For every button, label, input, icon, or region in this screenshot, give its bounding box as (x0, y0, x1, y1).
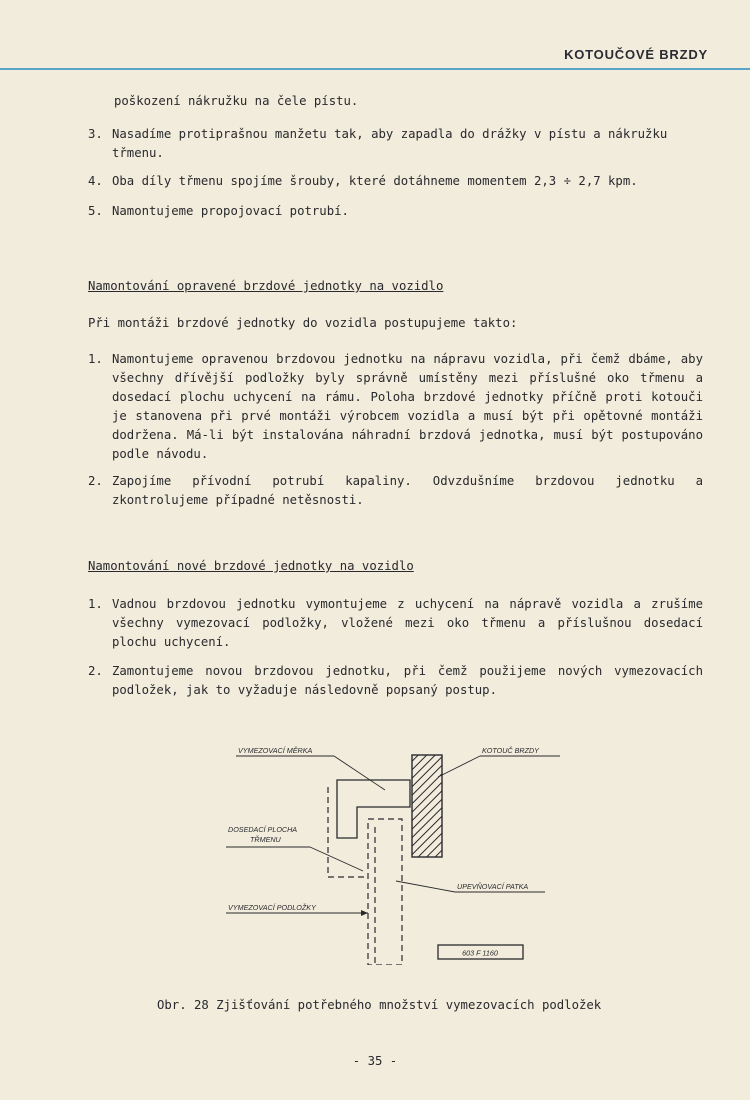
brake-disc (412, 755, 442, 857)
list-text: Namontujeme propojovací potrubí. (112, 204, 349, 218)
list-number: 1. (88, 597, 103, 611)
list-number: 2. (88, 664, 103, 678)
page-number: - 35 - (352, 1054, 398, 1068)
list-item (88, 125, 703, 163)
label-disc: KOTOUČ BRZDY (482, 746, 539, 755)
label-gauge: VYMEZOVACÍ MĚRKA (238, 746, 313, 755)
label-foot: UPEVŇOVACÍ PATKA (457, 882, 529, 891)
list-item (88, 350, 703, 464)
list-text: Nasadíme protiprašnou manžetu tak, aby zapadla do drážky v pístu a nákružku třmenu. (112, 127, 668, 160)
foot-leader (396, 881, 455, 892)
page-header-title: KOTOUČOVÉ BRZDY (564, 47, 708, 62)
list-number: 4. (88, 174, 103, 188)
disc-leader (438, 756, 480, 777)
list-text: Zapojíme přívodní potrubí kapaliny. Odvzdušníme brzdovou jednotku a zkontrolujeme případné netěsnosti. (112, 474, 703, 507)
figure-caption: Obr. 28 Zjišťování potřebného množství vymezovacích podložek (157, 998, 602, 1012)
list-item (88, 172, 703, 191)
list-text: Vadnou brzdovou jednotku vymontujeme z uchycení na nápravě vozidla a zrušíme všechny vymezovací podložky, vložené mezi oko třmenu a příslušnou dosedací plochu uchycení. (112, 597, 703, 649)
list-number: 1. (88, 352, 103, 366)
label-seat-line1: DOSEDACÍ PLOCHA (228, 825, 298, 834)
list-item (88, 472, 703, 510)
list-item (88, 202, 703, 221)
list-item (88, 662, 703, 700)
brake-shim-diagram (200, 735, 560, 965)
mounting-foot (368, 819, 402, 965)
list-number: 3. (88, 127, 103, 141)
drawing-number: 603 F 1160 (462, 948, 498, 958)
diagram-svg (200, 735, 560, 965)
section-heading: Namontování opravené brzdové jednotky na vozidlo (88, 279, 444, 293)
gauge-leader (334, 756, 385, 790)
list-item (88, 595, 703, 652)
header-rule (0, 68, 750, 70)
label-shims: VYMEZOVACÍ PODLOŽKY (228, 903, 316, 912)
continuation-text: poškození nákružku na čele pístu. (114, 94, 359, 108)
list-text: Zamontujeme novou brzdovou jednotku, při čemž použijeme nových vymezovacích podložek, jak to vyžaduje následovně popsaný postup. (112, 664, 703, 697)
list-number: 2. (88, 474, 103, 488)
gauge-shape (337, 780, 410, 838)
section-intro: Při montáži brzdové jednotky do vozidla postupujeme takto: (88, 316, 518, 330)
label-seat-line2: TŘMENU (250, 835, 281, 844)
shims-arrow (361, 910, 368, 916)
list-text: Oba díly třmenu spojíme šrouby, které dotáhneme momentem 2,3 ÷ 2,7 kpm. (112, 174, 638, 188)
list-number: 5. (88, 204, 103, 218)
seat-leader (310, 847, 363, 871)
list-text: Namontujeme opravenou brzdovou jednotku na nápravu vozidla, při čemž dbáme, aby všechny dřívější podložky byly správně umístěny mezi příslušné oko třmenu a dosedací plochu uchycení na rámu. Poloha brzdové jednotky příčně proti kotouči je stanovena při prvé montáži výrobcem vozidla a musí být při opětovné montáži dodržena. Má-li být instalována náhradní brzdová jednotka, musí být postupováno podle návodu. (112, 352, 703, 461)
section-heading: Namontování nové brzdové jednotky na vozidlo (88, 559, 414, 573)
